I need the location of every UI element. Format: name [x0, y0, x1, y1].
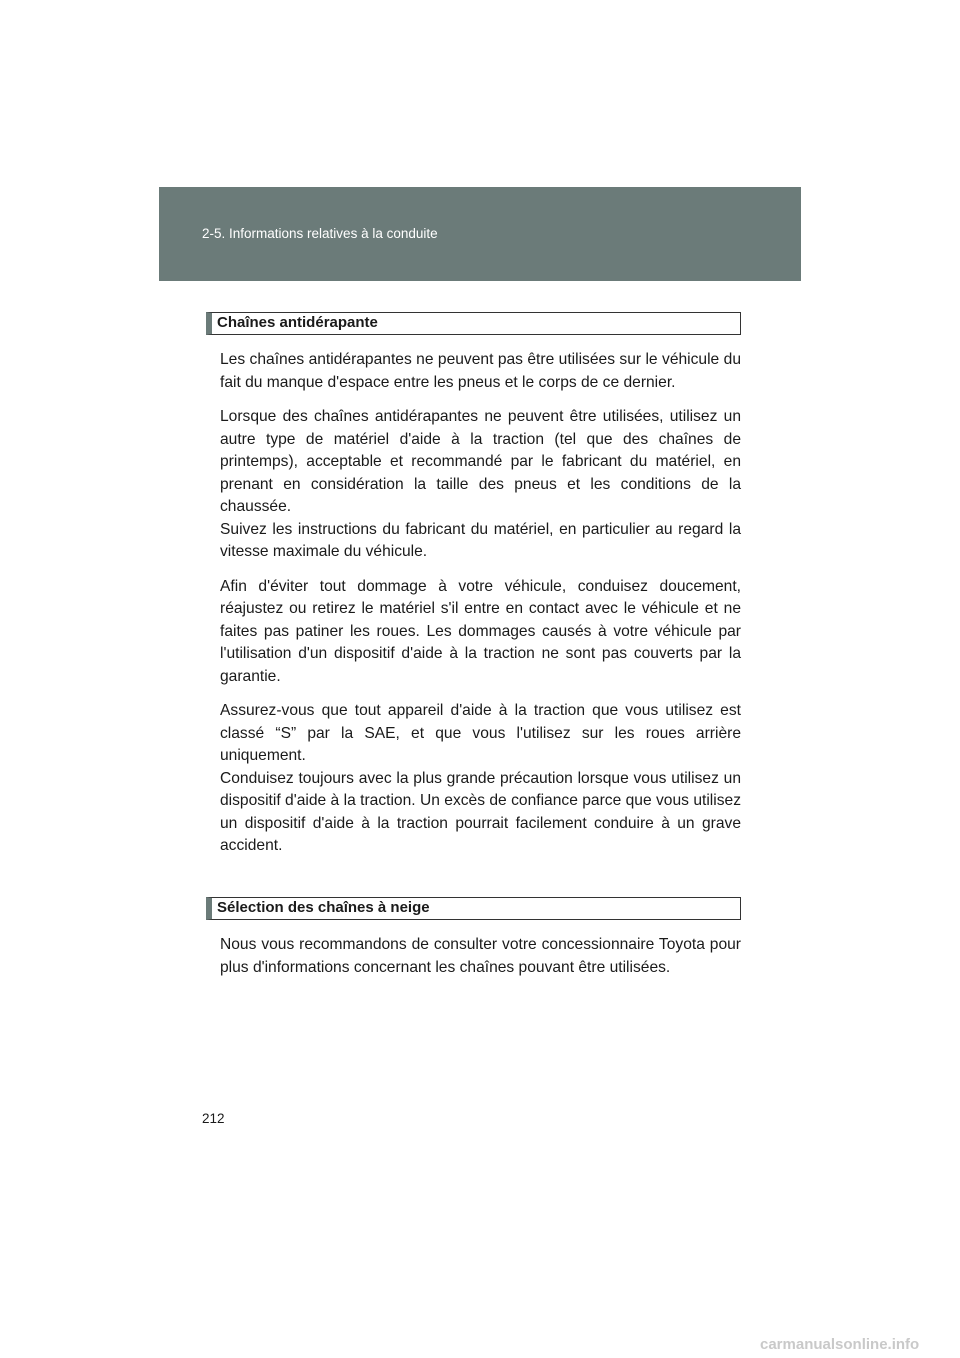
paragraph: Nous vous recommandons de consulter votre concessionnaire Toyota pour plus d'informations concernant les chaînes pouvant être utilisées.	[220, 936, 741, 976]
paragraph: Afin d'éviter tout dommage à votre véhicule, conduisez doucement, réajustez ou retirez le matériel s'il entre en contact avec le véhicule et ne faites pas patiner les roues. Les dommages causés à votre véhicule par l'utilisation d'un dispositif d'aide à la traction ne sont pas couverts par la garantie.	[220, 577, 741, 685]
chapter-section-title: 2-5. Informations relatives à la conduite	[202, 226, 438, 241]
watermark: carmanualsonline.info	[760, 1336, 920, 1353]
page-number: 212	[202, 1111, 225, 1126]
section-snow-chains	[206, 312, 741, 858]
paragraph: Suivez les instructions du fabricant du matériel, en particulier au regard la vitesse maximale du véhicule.	[220, 520, 741, 560]
paragraph: Conduisez toujours avec la plus grande précaution lorsque vous utilisez un dispositif d'aide à la traction. Un excès de confiance parce que vous utilisez un dispositif d'aide à la traction pourrait facilement conduire à un grave accident.	[220, 769, 741, 854]
section-heading: Sélection des chaînes à neige	[206, 897, 741, 920]
section-heading: Chaînes antidérapante	[206, 312, 741, 335]
paragraph: Lorsque des chaînes antidérapantes ne peuvent être utilisées, utilisez un autre type de matériel d'aide à la traction (tel que des chaînes de printemps), acceptable et recommandé par le fabricant du matériel, en prenant en considération la taille des pneus et les conditions de la chaussée.	[220, 408, 741, 515]
paragraph: Assurez-vous que tout appareil d'aide à la traction que vous utilisez est classé “S” par la SAE, et que vous l'utilisez sur les roues arrière uniquement.	[220, 702, 741, 764]
section-chain-selection	[206, 897, 741, 979]
chapter-header-band	[159, 187, 801, 281]
paragraph: Les chaînes antidérapantes ne peuvent pas être utilisées sur le véhicule du fait du manque d'espace entre les pneus et le corps de ce dernier.	[220, 351, 741, 391]
